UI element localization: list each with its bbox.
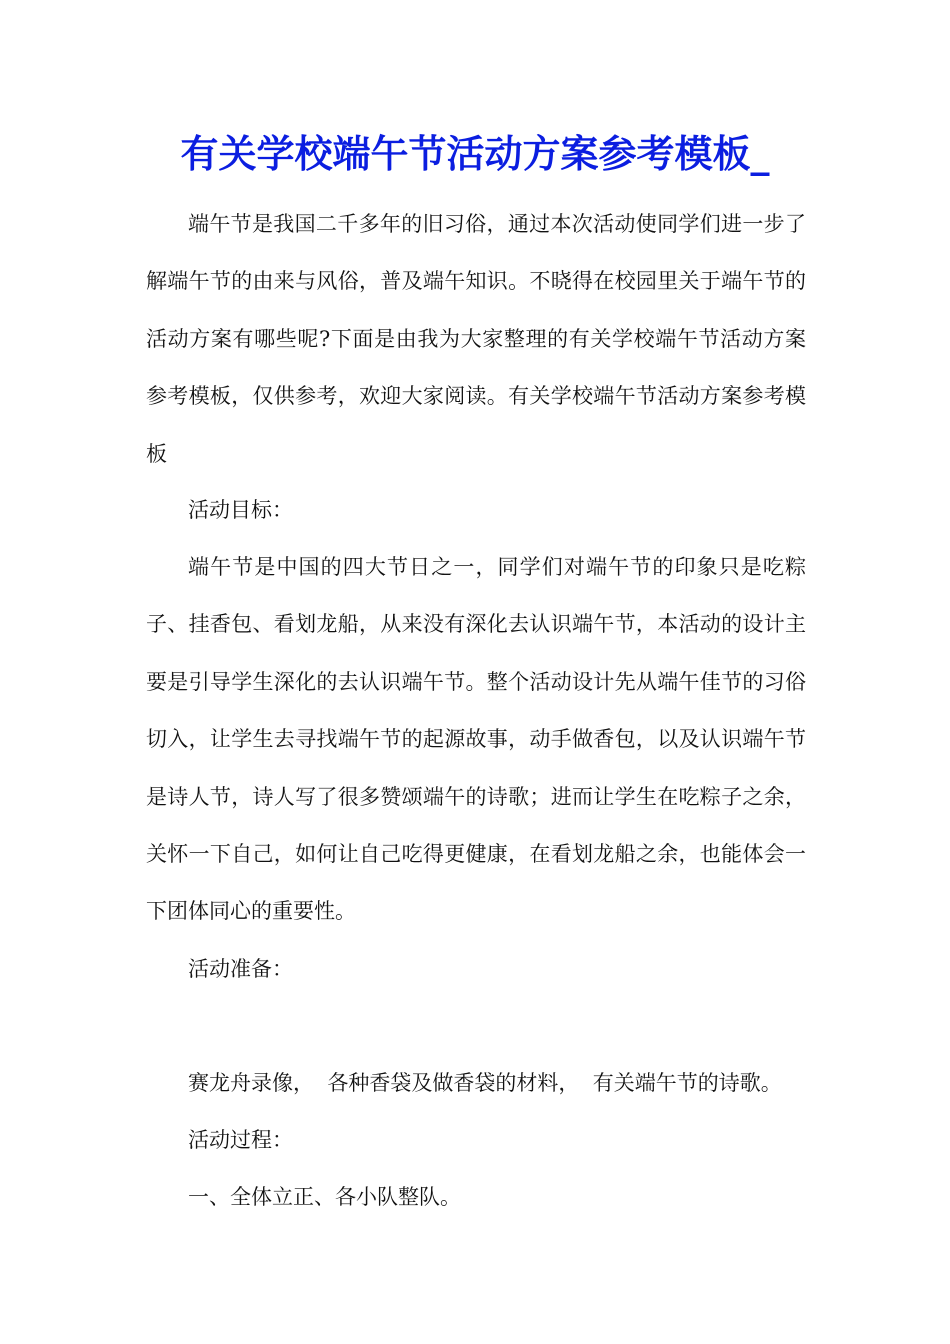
intro-text: 端午节是我国二千多年的旧习俗，通过本次活动使同学们进一步了解端午节的由来与风俗，普及端午知识。不晓得在校园里关于端午节的活动方案有哪些呢?下面是由我为大家整理的有关学校端午节活动方案参考模板，仅供参考，欢迎大家阅读。有关学校端午节活动方案参考模板 <box>146 212 806 466</box>
prep-heading: 活动准备： <box>188 957 293 981</box>
goal-heading: 活动目标： <box>188 498 293 522</box>
prep-paragraph <box>146 1055 806 1112</box>
prep-text: 赛龙舟录像， 各种香袋及做香袋的材料， 有关端午节的诗歌。 <box>188 1071 782 1095</box>
process-heading-block <box>146 1112 806 1169</box>
intro-paragraph <box>146 196 806 483</box>
goal-text: 端午节是中国的四大节日之一，同学们对端午节的印象只是吃粽子、挂香包、看划龙船，从来没有深化去认识端午节，本活动的设计主要是引导学生深化的去认识端午节。整个活动设计先从端午佳节的习俗切入，让学生去寻找端午节的起源故事，动手做香包，以及认识端午节是诗人节，诗人写了很多赞颂端午的诗歌；进而让学生在吃粽子之余，关怀一下自己，如何让自己吃得更健康，在看划龙船之余，也能体会一下团体同心的重要性。 <box>146 555 806 924</box>
step-1-text: 一、全体立正、各小队整队。 <box>188 1185 461 1209</box>
goal-heading-block <box>146 482 806 539</box>
goal-paragraph <box>146 539 806 941</box>
step-1-block <box>146 1169 806 1226</box>
prep-heading-block <box>146 941 806 998</box>
document-title: 有关学校端午节活动方案参考模板_ <box>180 131 770 176</box>
process-heading: 活动过程： <box>188 1128 293 1152</box>
